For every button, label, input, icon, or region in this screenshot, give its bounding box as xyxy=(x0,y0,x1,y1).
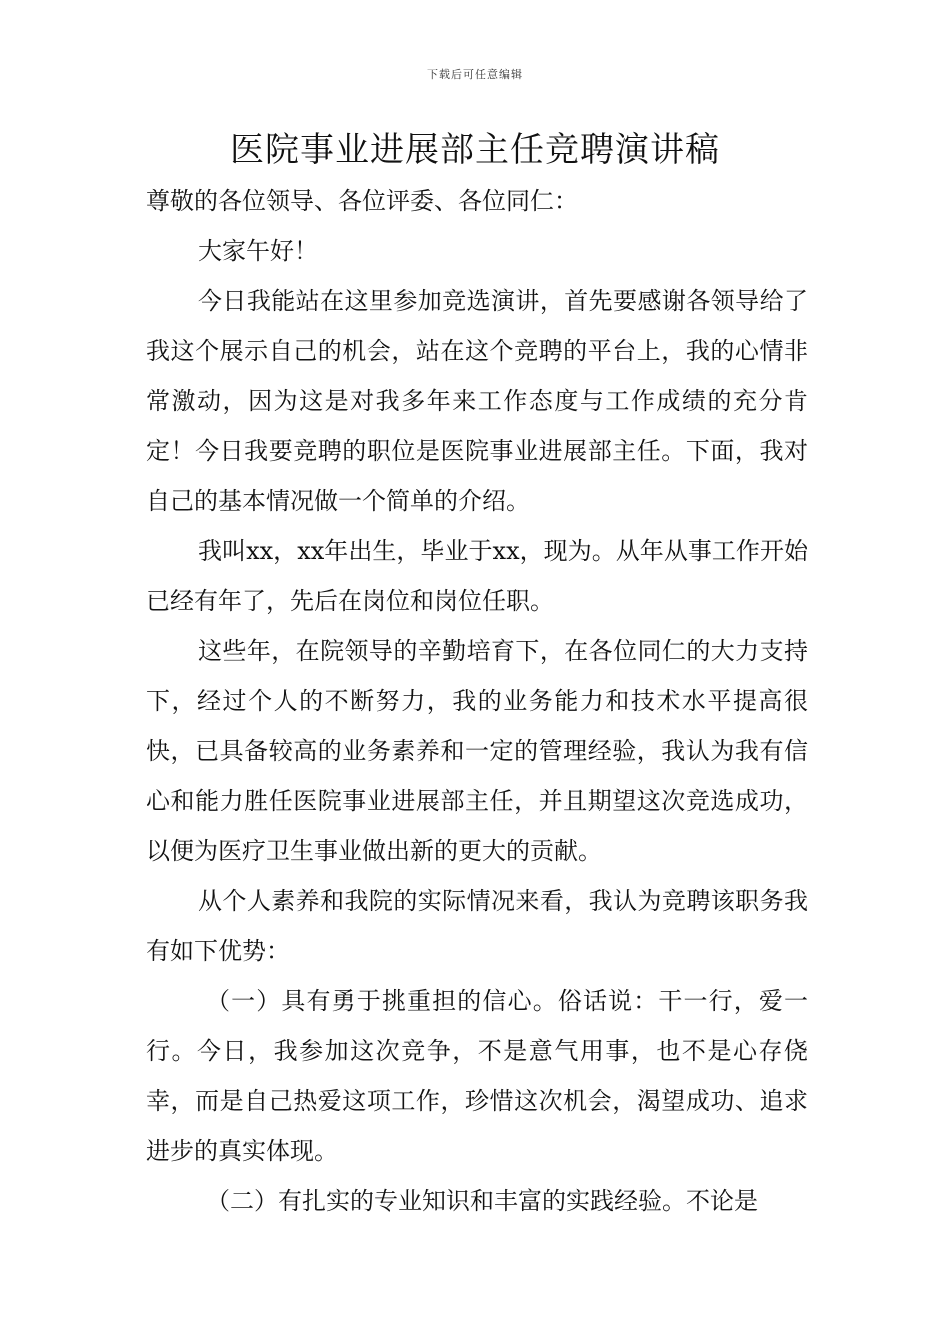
document-title: 医院事业进展部主任竞聘演讲稿 xyxy=(230,130,720,170)
opening-paragraph: 今日我能站在这里参加竞选演讲，首先要感谢各领导给了我这个展示自己的机会，站在这个竞聘的平台上，我的心情非常激动，因为这是对我多年来工作态度与工作成绩的充分肯定！今日我要竞聘的职位是医院事业进展部主任。下面，我对自己的基本情况做一个简单的介绍。 xyxy=(146,287,808,515)
salutation: 尊敬的各位领导、各位评委、各位同仁： xyxy=(146,187,578,215)
header-note: 下载后可任意编辑 xyxy=(427,68,523,81)
advantages-intro-paragraph: 从个人素养和我院的实际情况来看，我认为竞聘该职务我有如下优势： xyxy=(146,887,808,965)
greeting-paragraph: 大家午好！ xyxy=(198,237,318,265)
advantage-one-paragraph: （一）具有勇于挑重担的信心。俗话说：干一行，爱一行。今日，我参加这次竞争，不是意气用事，也不是心存侥幸，而是自己热爱这项工作，珍惜这次机会，渴望成功、追求进步的真实体现。 xyxy=(146,987,808,1165)
experience-paragraph: 这些年，在院领导的辛勤培育下，在各位同仁的大力支持下，经过个人的不断努力，我的业务能力和技术水平提高很快，已具备较高的业务素养和一定的管理经验，我认为我有信心和能力胜任医院事业进展部主任，并且期望这次竞选成功，以便为医疗卫生事业做出新的更大的贡献。 xyxy=(146,637,808,865)
advantage-two-paragraph: （二）有扎实的专业知识和丰富的实践经验。不论是 xyxy=(206,1187,758,1215)
self-introduction-paragraph: 我叫xx，xx年出生，毕业于xx，现为。从年从事工作开始已经有年了，先后在岗位和岗位任职。 xyxy=(146,537,808,615)
document-body xyxy=(146,176,808,1226)
